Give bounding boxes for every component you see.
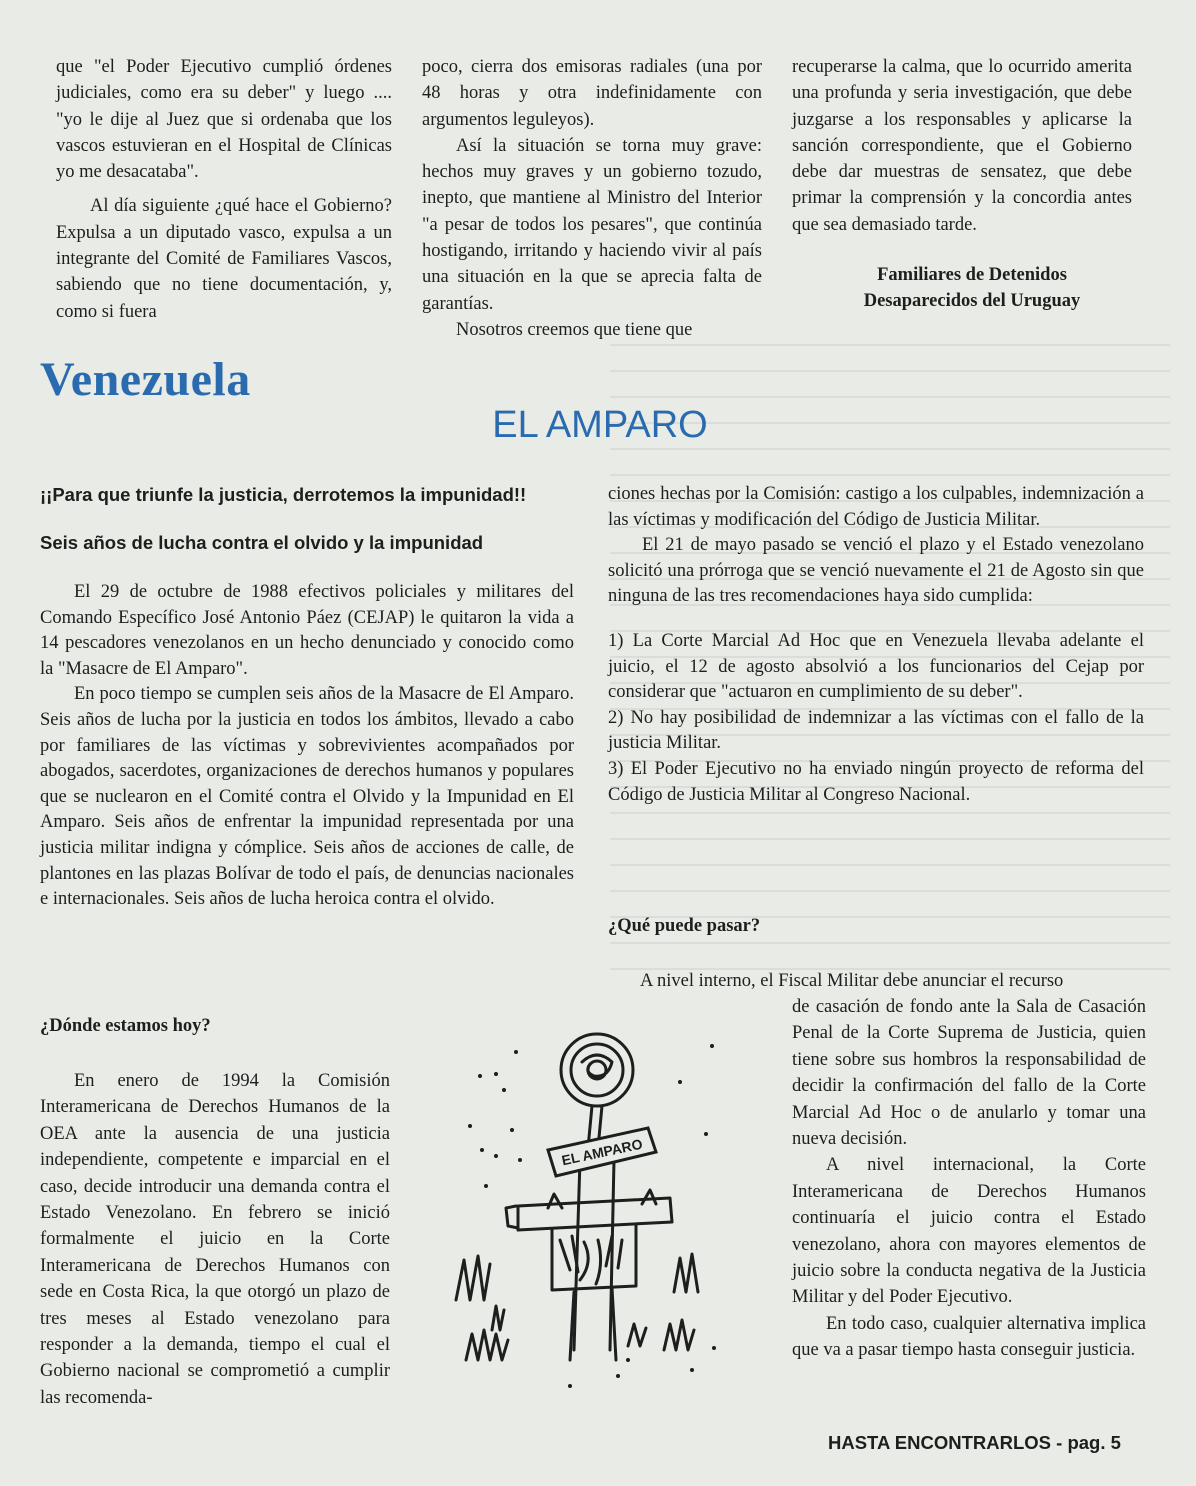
paragraph: de casación de fondo ante la Sala de Casación Penal de la Corte Suprema de Justicia, quien tiene sobre sus hombros la responsabilidad de decidir la confirmación del fallo de la Corte Marcial Ad Hoc o de anularlo y tomar una nueva decisión.: [792, 997, 1146, 1150]
slogan: ¡¡Para que triunfe la justicia, derrotemos la impunidad!!: [40, 484, 527, 505]
top-column-2: [422, 54, 762, 343]
list-item: 1) La Corte Marcial Ad Hoc que en Venezuela llevaba adelante el juicio, el 12 de agosto absolvió a los funcionarios del Cejap por considerar que "actuaron en cumplimiento de su deber".: [608, 630, 1144, 703]
top-column-1: [56, 54, 392, 325]
page-footer: HASTA ENCONTRARLOS - pag. 5: [828, 1432, 1121, 1453]
paragraph-lead: A nivel interno, el Fiscal Militar debe anunciar el recurso: [640, 971, 1064, 991]
paragraph: recuperarse la calma, que lo ocurrido amerita una profunda y seria investigación, que debe juzgarse a los responsables y aplicarse la sanción correspondiente, que el Gobierno debe dar muestras de sensatez, que debe primar la comprensión y la concordia antes que sea demasiado tarde.: [792, 57, 1132, 235]
right-narrow-column: [792, 994, 1146, 1364]
paragraph: Al día siguiente ¿qué hace el Gobierno? Expulsa a un diputado vasco, expulsa a un integrante del Comité de Familiares Vascos, sabiendo que no tiene documentación, y, como si fuera: [56, 196, 392, 322]
paragraph: El 21 de mayo pasado se venció el plazo y el Estado venezolano solicitó una prórroga que se venció nuevamente el 21 de Agosto sin que ninguna de las tres recomendaciones haya sido cumplida:: [608, 535, 1144, 607]
country-heading: Venezuela: [40, 353, 251, 406]
section-heading: ¿Qué puede pasar?: [608, 916, 761, 936]
paragraph: A nivel internacional, la Corte Interamericana de Derechos Humanos continuaría el juicio contra el Estado venezolano, ahora con mayores elementos de juicio sobre la conducta negativa de la Justicia Militar y del Poder Ejecutivo.: [792, 1155, 1146, 1308]
paragraph: poco, cierra dos emisoras radiales (una por 48 horas y otra indefinidamente con argumentos leguleyos).: [422, 57, 762, 130]
paragraph: En enero de 1994 la Comisión Interamericana de Derechos Humanos de la OEA ante la ausencia de una justicia independiente, competente e imparcial en el caso, decide introducir una demanda contra el Estado Venezolano. En febrero se inició formalmente el juicio en la Corte Interamericana de Derechos Humanos con sede en Costa Rica, la que otorgó un plazo de tres meses al Estado venezolano para responder a la demanda, tiempo el cual el Gobierno nacional se comprometió a cumplir las recomenda-: [40, 1071, 390, 1408]
paragraph: Así la situación se torna muy grave: hechos muy graves y un gobierno tozudo, inepto, que mantiene al Ministro del Interior "a pesar de todos los pesares", que continúa hostigando, irritando y haciendo vivir al país una situación en la que se aprecia falta de garantías.: [422, 135, 762, 314]
signature-block: [812, 262, 1132, 314]
signature-line: Familiares de Detenidos: [877, 265, 1067, 285]
section-heading: ¿Dónde estamos hoy?: [40, 1016, 211, 1036]
cross-illustration: [452, 1030, 732, 1410]
right-lead-line: [640, 968, 1146, 994]
list-item: 2) No hay posibilidad de indemnizar a las víctimas con el fallo de la justicia Militar.: [608, 707, 1144, 754]
paragraph: ciones hechas por la Comisión: castigo a los culpables, indemnización a las víctimas y modificación del Código de Justicia Militar.: [608, 484, 1144, 530]
left-article-column: [40, 580, 574, 913]
left-narrow-column: [40, 1068, 390, 1411]
top-column-3: [792, 54, 1132, 238]
subtitle: Seis años de lucha contra el olvido y la impunidad: [40, 532, 484, 553]
right-article-column: [608, 482, 1144, 808]
article-title: EL AMPARO: [492, 404, 708, 446]
paragraph: que "el Poder Ejecutivo cumplió órdenes judiciales, como era su deber" y luego .... "yo le dije al Juez que si ordenaba que los vascos estuvieran en el Hospital de Clínicas yo me desacataba".: [56, 57, 392, 183]
paragraph: Nosotros creemos que tiene que: [456, 319, 693, 340]
sign-label: EL AMPARO: [560, 1135, 644, 1169]
signature-line: Desaparecidos del Uruguay: [863, 291, 1081, 311]
paragraph: En poco tiempo se cumplen seis años de la Masacre de El Amparo. Seis años de lucha por la justicia en todos los ámbitos, llevado a cabo por familiares de las víctimas y sobrevivientes acompañados por abogados, sacerdotes, organizaciones de derechos humanos y populares que se nuclearon en el Comité contra el Olvido y la Impunidad en El Amparo. Seis años de enfrentar la impunidad representada por una justicia militar indigna y cómplice. Seis años de acciones de calle, de plantones en las plazas Bolívar de todo el país, de denuncias nacionales e internacionales. Seis años de lucha heroica contra el olvido.: [40, 684, 574, 910]
paragraph: El 29 de octubre de 1988 efectivos policiales y militares del Comando Específico José Antonio Páez (CEJAP) le quitaron la vida a 14 pescadores venezolanos en un hecho denunciado y conocido como la "Masacre de El Amparo".: [40, 582, 574, 679]
list-item: 3) El Poder Ejecutivo no ha enviado ningún proyecto de reforma del Código de Justicia Militar al Congreso Nacional.: [608, 758, 1144, 805]
paragraph: En todo caso, cualquier alternativa implica que va a pasar tiempo hasta conseguir justicia.: [792, 1313, 1146, 1361]
